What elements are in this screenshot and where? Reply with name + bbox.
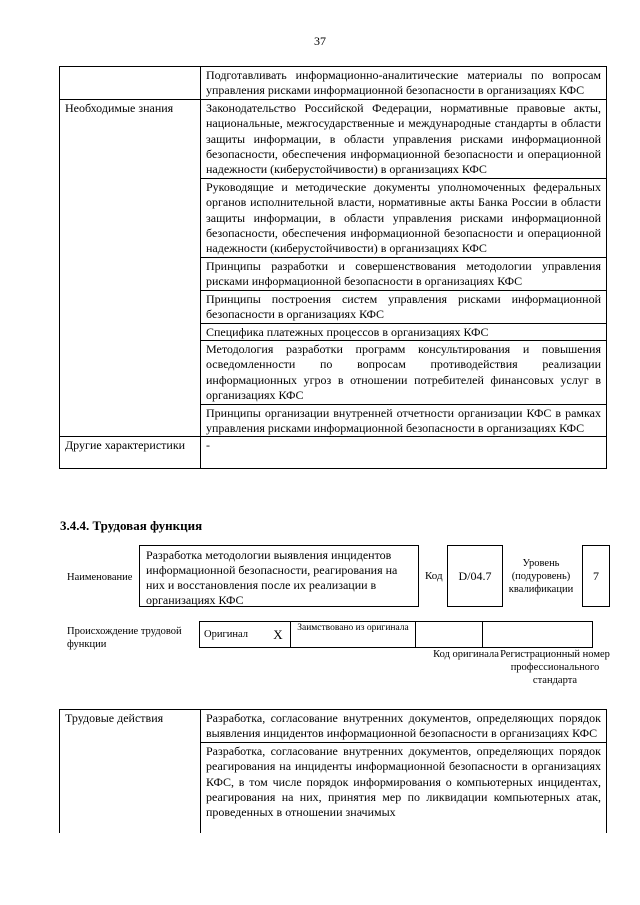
row-text: Подготавливать информационно-аналитические материалы по вопросам управления рисками информационной безопасности в организациях КФС: [201, 67, 607, 100]
table-row: [60, 437, 607, 468]
row-text: Принципы организации внутренней отчетности организации КФС в рамках управления рисками информационной безопасности в организациях КФС: [201, 404, 607, 437]
code-original-caption: Код оригинала: [433, 649, 499, 660]
function-name-box: Разработка методологии выявления инцидентов информационной безопасности, реагирования на них и восстановления после их реализации в организациях КФС: [139, 545, 419, 607]
row-text: Методология разработки программ консультирования и повышения осведомленности по вопросам противодействия реализации информационных угроз в отношении потребителей финансовых услуг в организациях КФС: [201, 340, 607, 404]
code-original-cell: [416, 622, 483, 648]
original-cell: Оригинал: [200, 622, 267, 648]
row-text: Специфика платежных процессов в организациях КФС: [201, 323, 607, 340]
table-row: [60, 99, 607, 178]
function-code: D/04.7: [458, 568, 492, 583]
level-box: [582, 545, 610, 607]
knowledge-table: [59, 66, 607, 469]
action-item: Разработка, согласование внутренних документов, определяющих порядок выявления инцидентов информационной безопасности в организациях КФС: [201, 710, 607, 743]
action-item: Разработка, согласование внутренних документов, определяющих порядок реагирования на инциденты информационной безопасности в организациях КФС, в том числе порядок информирования о компьютерных инцидентах, реагирования на них, принятия мер по ликвидации компьютерных атак, проведенных в отношении значимых: [201, 742, 607, 861]
section-title: 3.4.4. Трудовая функция: [60, 518, 203, 533]
reg-number-cell: [483, 622, 593, 648]
borrowed-cell: Заимствовано из оригинала: [291, 622, 416, 648]
name-label: Наименование: [67, 572, 133, 583]
function-code-box: [447, 545, 503, 607]
row-label: [60, 67, 201, 100]
code-label: Код: [425, 570, 443, 582]
row-text: Принципы разработки и совершенствования методологии управления рисками информационной безопасности в организациях КФС: [201, 257, 607, 290]
table-row: [200, 622, 593, 648]
page-bottom-margin: [0, 833, 640, 905]
actions-label: Трудовые действия: [60, 710, 201, 862]
row-label-knowledge: Необходимые знания: [60, 99, 201, 437]
original-mark: X: [266, 622, 291, 648]
reg-number-caption: Регистрационный номер профессионального стандарта: [500, 649, 610, 686]
page-number: 37: [314, 34, 326, 48]
row-text: Руководящие и методические документы уполномоченных федеральных органов исполнительной власти, нормативные акты Банка России в области защиты информации, в области управления рисками информационной безопасности, обеспечения информационной безопасности и операционной надежности (киберустойчивости) в организациях КФС: [201, 178, 607, 257]
level-value: 7: [593, 568, 599, 583]
row-text: Принципы построения систем управления рисками информационной безопасности в организациях КФС: [201, 290, 607, 323]
row-text: Законодательство Российской Федерации, нормативные правовые акты, национальные, межгосударственные и международные стандарты в области защиты информации, в области управления рисками информационной безопасности, обеспечения информационной безопасности и операционной надежности (киберустойчивости) в организациях КФС: [201, 99, 607, 178]
origin-table: [199, 621, 593, 648]
level-label: Уровень (подуровень) квалификации: [508, 558, 574, 595]
origin-label: Происхождение трудовой функции: [67, 626, 182, 650]
row-label-other: Другие характеристики: [60, 437, 201, 468]
table-row: [60, 67, 607, 100]
table-row: [60, 710, 607, 743]
row-text: -: [201, 437, 607, 468]
